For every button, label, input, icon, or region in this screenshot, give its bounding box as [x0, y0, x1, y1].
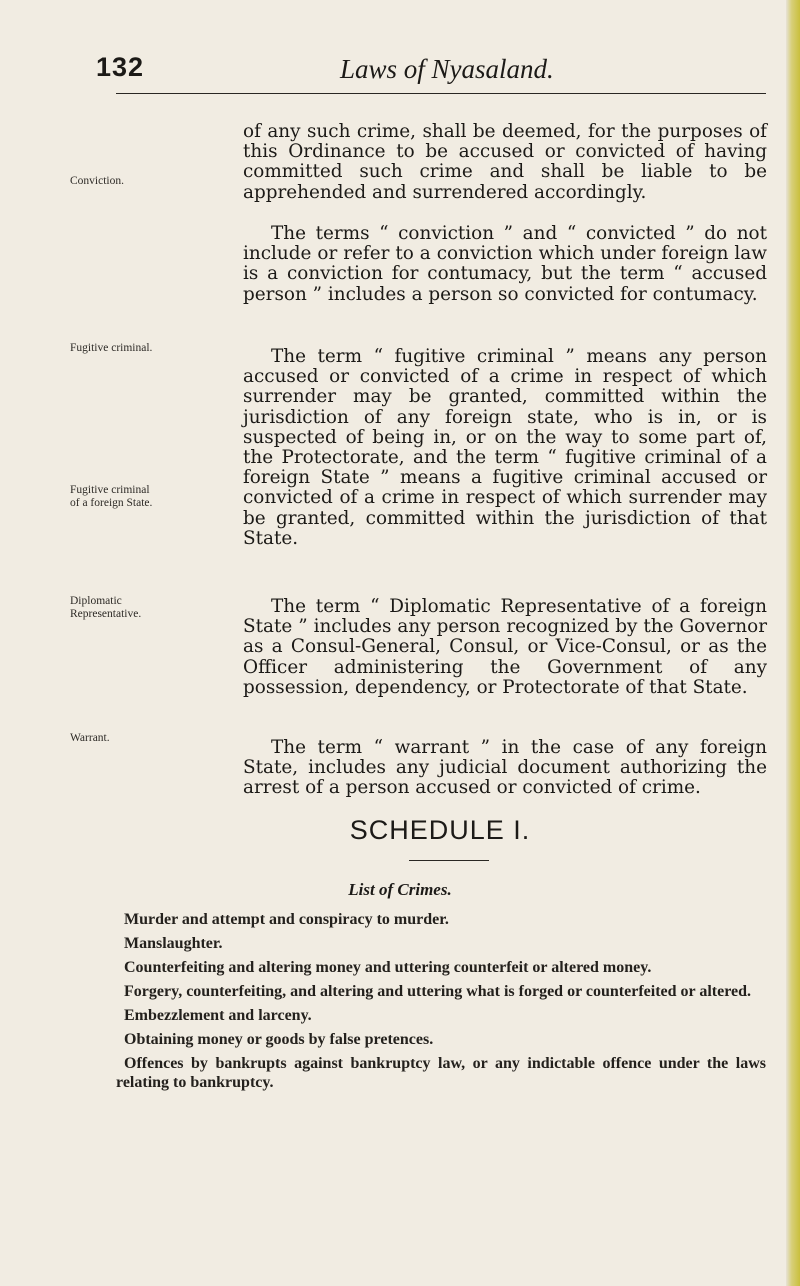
header-rule	[116, 93, 766, 94]
margin-note-diplomatic-representative: Diplomatic Representative.	[70, 595, 142, 620]
margin-note-conviction: Conviction.	[70, 175, 124, 187]
paragraph-continuation	[243, 122, 767, 203]
paragraph-text: The terms “ conviction ” and “ convicted ” do not include or refer to a conviction which under foreign law is a conviction for contumacy, but the term “ accused person ” includes a person so convicted for contumacy.	[243, 223, 767, 305]
crime-item: Counterfeiting and altering money and uttering counterfeit or altered money.	[124, 959, 652, 976]
paragraph-text: of any such crime, shall be deemed, for the purposes of this Ordinance to be accused or convicted of having committed such crime and shall be liable to be apprehended and surrendered accordingly.	[243, 121, 767, 203]
schedule-subtitle: List of Crimes.	[348, 880, 452, 899]
crime-item: Murder and attempt and conspiracy to murder.	[124, 911, 449, 928]
page-edge	[786, 0, 800, 1286]
paragraph-conviction	[243, 224, 767, 305]
crime-item: Obtaining money or goods by false pretences.	[124, 1031, 434, 1048]
paragraph-fugitive-criminal	[243, 347, 767, 549]
schedule-rule	[409, 860, 489, 861]
margin-note-fugitive-criminal: Fugitive criminal.	[70, 342, 153, 354]
paragraph-text: The term “ Diplomatic Representative of a foreign State ” includes any person recognized by the Governor as a Consul-General, Consul, or Vice-Consul, or as the Officer administering the Government of any possession, dependency, or Protectorate of that State.	[243, 596, 767, 698]
paragraph-text: The term “ fugitive criminal ” means any person accused or convicted of a crime in respect of which surrender may be granted, committed within the jurisdiction of any foreign state, who is in, or is suspected of being in, or on the way to some part of, the Protectorate, and the term “ fugitive criminal of a foreign State ” means a fugitive criminal accused or convicted of a crime in respect of which surrender may be granted, committed within the jurisdiction of that State.	[243, 346, 767, 549]
crime-item: Offences by bankrupts against bankruptcy law, or any indictable offence under the laws relating to bankruptcy.	[116, 1055, 766, 1091]
paragraph-diplomatic-representative	[243, 597, 767, 698]
crimes-list	[116, 910, 766, 1097]
crime-item: Embezzlement and larceny.	[124, 1007, 312, 1024]
schedule-title: SCHEDULE I.	[349, 815, 531, 845]
paragraph-text: The term “ warrant ” in the case of any foreign State, includes any judicial document authorizing the arrest of a person accused or convicted of crime.	[243, 737, 767, 799]
margin-note-fugitive-foreign-state: Fugitive criminal of a foreign State.	[70, 484, 153, 509]
paragraph-warrant	[243, 738, 767, 799]
margin-note-warrant: Warrant.	[70, 732, 110, 744]
crime-item: Manslaughter.	[124, 935, 223, 952]
running-title: Laws of Nyasaland.	[340, 54, 554, 84]
crime-item: Forgery, counterfeiting, and altering and uttering what is forged or counterfeited or altered.	[124, 983, 752, 1000]
page-number: 132	[96, 52, 145, 82]
